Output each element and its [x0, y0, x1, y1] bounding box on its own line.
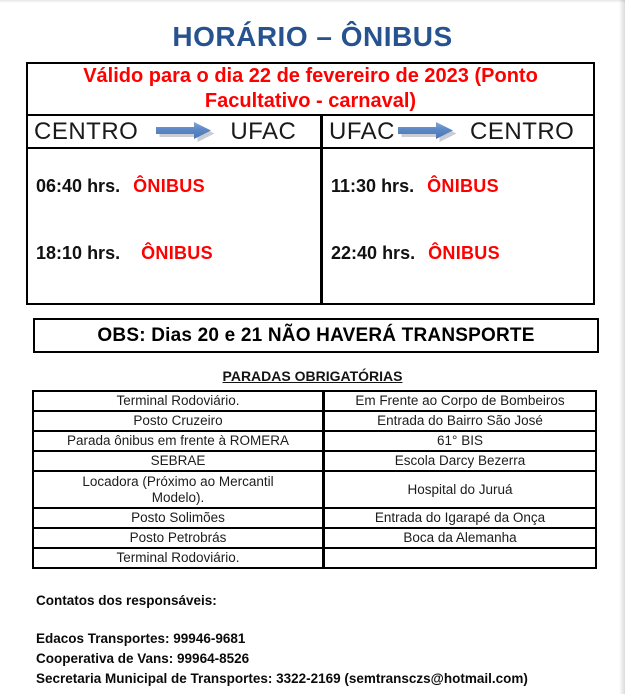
stop-cell-left: [34, 509, 325, 527]
paradas-table: [32, 390, 597, 569]
stop-cell-left: [34, 452, 325, 470]
time-value: 22:40: [331, 243, 378, 263]
time-entry: [331, 242, 593, 264]
schedule-header-ufac-centro: [323, 116, 593, 147]
stop-name: Posto Solimões: [131, 510, 225, 525]
schedule-cell-centro-ufac: [28, 149, 323, 303]
table-row: [34, 549, 595, 567]
paradas-heading: PARADAS OBRIGATÓRIAS: [222, 368, 403, 384]
time-value: 11:30: [331, 176, 377, 196]
time-entry: [36, 175, 320, 197]
table-row: [34, 392, 595, 412]
table-row: [34, 472, 595, 509]
page-edge-shadow-top: [0, 0, 625, 3]
stop-name: Entrada do Bairro São José: [377, 413, 543, 428]
stop-cell-left: [34, 529, 325, 547]
route-origin-label: UFAC: [329, 117, 396, 145]
stop-cell-right: [325, 509, 595, 527]
stop-cell-right: [325, 452, 595, 470]
time-unit: hrs.: [87, 243, 121, 263]
stop-name: Terminal Rodoviário.: [116, 550, 240, 565]
stop-cell-right: [325, 472, 595, 507]
contact-lines: [36, 629, 625, 689]
time-unit: hrs.: [87, 176, 121, 196]
stop-cell-left: [34, 472, 325, 507]
table-row: [34, 432, 595, 452]
stop-name: Hospital do Juruá: [407, 481, 513, 497]
time-entry: [331, 175, 593, 197]
schedule-header-centro-ufac: [28, 116, 323, 147]
page-title: HORÁRIO – ÔNIBUS: [172, 21, 453, 52]
route-destination-label: UFAC: [230, 117, 297, 145]
right-arrow-icon: [156, 121, 216, 142]
table-row: [34, 509, 595, 529]
bus-label: ÔNIBUS: [428, 243, 500, 263]
schedule-cell-ufac-centro: [323, 149, 593, 303]
stop-name: Parada ônibus em frente à ROMERA: [66, 433, 290, 448]
obs-banner: [33, 318, 599, 353]
right-arrow-icon: [398, 121, 458, 142]
time-value: 06:40: [36, 176, 83, 196]
stop-cell-right: [325, 412, 595, 430]
time-unit: hrs.: [382, 243, 416, 263]
stop-name: Escola Darcy Bezerra: [394, 453, 526, 468]
time-value: 18:10: [36, 243, 83, 263]
notice-box: [28, 64, 593, 116]
time-entry: [36, 242, 320, 264]
notice-text: Válido para o dia 22 de fevereiro de 2023 (Ponto Facultativo - carnaval): [83, 65, 538, 112]
contact-line: Cooperativa de Vans: 99964-8526: [36, 651, 250, 666]
stop-name: SEBRAE: [150, 453, 206, 468]
contact-line: Secretaria Municipal de Transportes: 3322-2169 (semtransczs@hotmail.com): [36, 671, 528, 686]
stop-name: Terminal Rodoviário.: [116, 393, 240, 408]
schedule-table: [26, 62, 595, 305]
stop-name: 61° BIS: [437, 433, 483, 448]
contacts-heading: Contatos dos responsáveis:: [36, 593, 217, 608]
stop-cell-right: [325, 432, 595, 450]
stop-name: Entrada do Igarapé da Onça: [374, 510, 546, 525]
stop-name: Posto Petrobrás: [129, 530, 227, 545]
schedule-body-row: [28, 149, 593, 303]
page-edge-shadow-right: [619, 0, 625, 694]
table-row: [34, 412, 595, 432]
stop-cell-right: [325, 392, 595, 410]
schedule-header-row: [28, 116, 593, 149]
stop-cell-left: [34, 392, 325, 410]
stop-cell-left: [34, 412, 325, 430]
bus-label: ÔNIBUS: [427, 176, 499, 196]
stop-name: Posto Cruzeiro: [133, 413, 223, 428]
bus-label: ÔNIBUS: [133, 176, 205, 196]
contacts-section: [36, 593, 625, 689]
route-destination-label: CENTRO: [470, 117, 575, 145]
route-origin-label: CENTRO: [34, 117, 139, 145]
table-row: [34, 452, 595, 472]
stop-cell-right: [325, 529, 595, 547]
stop-name: Em Frente ao Corpo de Bombeiros: [355, 393, 565, 408]
stop-name: Boca da Alemanha: [403, 530, 517, 545]
obs-text: OBS: Dias 20 e 21 NÃO HAVERÁ TRANSPORTE: [97, 324, 535, 346]
time-unit: hrs.: [381, 176, 415, 196]
stop-cell-left: [34, 432, 325, 450]
stop-cell-right: [325, 549, 595, 567]
stop-name: Locadora (Próximo ao Mercantil Modelo).: [82, 473, 274, 505]
stop-cell-left: [34, 549, 325, 567]
bus-label: ÔNIBUS: [141, 243, 213, 263]
contact-line: Edacos Transportes: 99946-9681: [36, 631, 246, 646]
table-row: [34, 529, 595, 549]
